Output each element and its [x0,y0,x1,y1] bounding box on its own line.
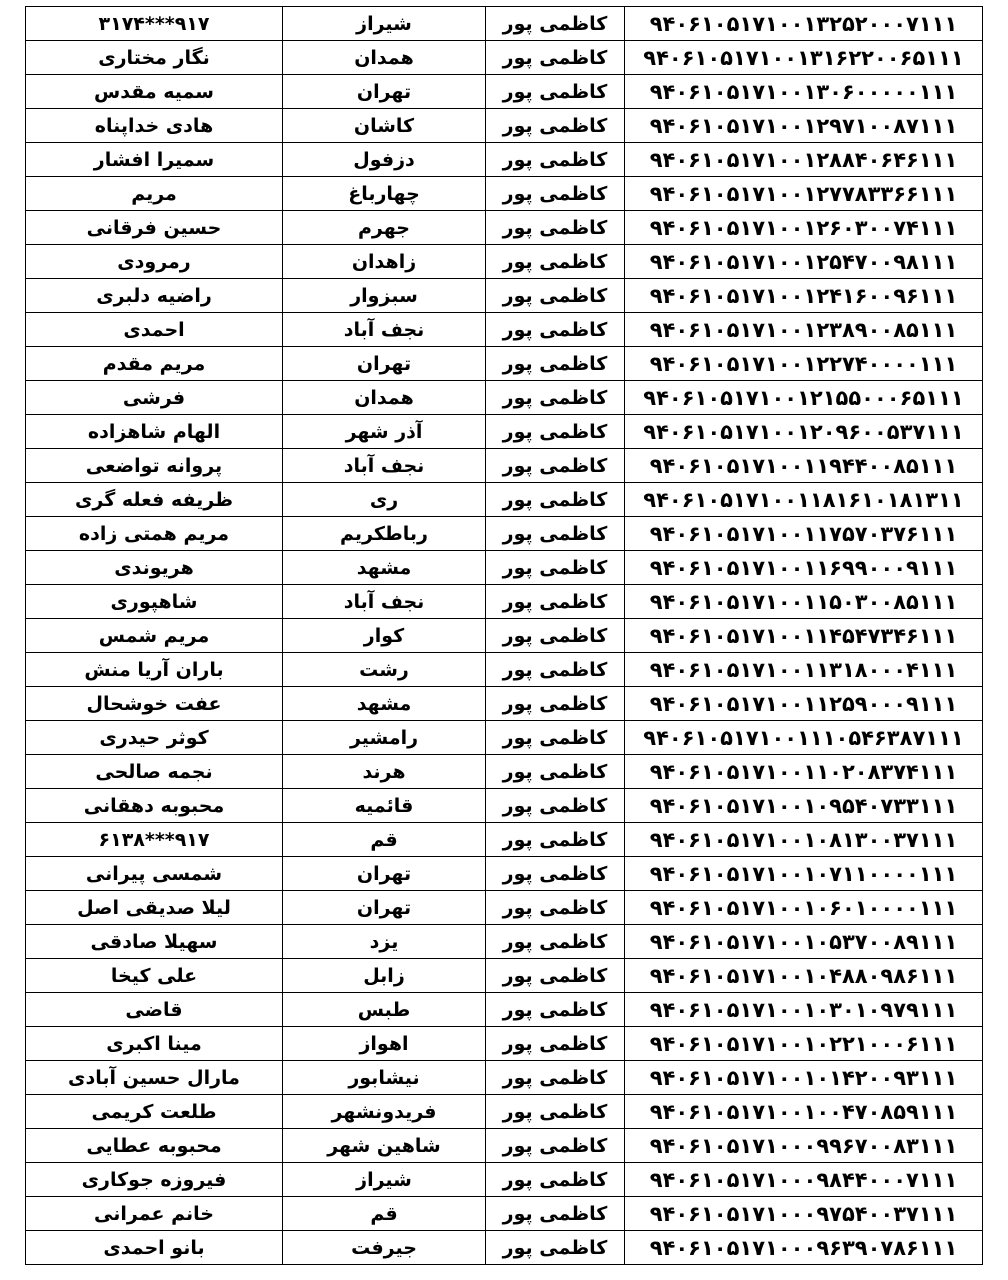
name-cell: پروانه تواضعی [26,449,283,483]
code-cell: ۹۴۰۶۱۰۵۱۷۱۰۰۱۲۹۷۱۰۰۸۷۱۱۱ [625,109,983,143]
agent-cell: کاظمی پور [486,1061,625,1095]
name-cell: سهیلا صادقی [26,925,283,959]
name-cell: محبوبه دهقانی [26,789,283,823]
table-row [26,41,983,75]
code-cell: ۹۴۰۶۱۰۵۱۷۱۰۰۱۳۰۶۰۰۰۰۰۱۱۱ [625,75,983,109]
name-cell: مریم مقدم [26,347,283,381]
agent-cell: کاظمی پور [486,1231,625,1265]
city-cell: اهواز [283,1027,486,1061]
city-cell: نیشابور [283,1061,486,1095]
name-cell: ۹۱۷***۳۱۷۴ [26,7,283,41]
city-cell: همدان [283,381,486,415]
name-cell: مریم همتی زاده [26,517,283,551]
agent-cell: کاظمی پور [486,585,625,619]
agent-cell: کاظمی پور [486,1197,625,1231]
name-cell: علی کیخا [26,959,283,993]
city-cell: زابل [283,959,486,993]
table-row [26,415,983,449]
agent-cell: کاظمی پور [486,483,625,517]
code-cell: ۹۴۰۶۱۰۵۱۷۱۰۰۱۱۲۵۹۰۰۰۹۱۱۱ [625,687,983,721]
city-cell: ری [283,483,486,517]
code-cell: ۹۴۰۶۱۰۵۱۷۱۰۰۰۹۹۶۷۰۰۸۳۱۱۱ [625,1129,983,1163]
agent-cell: کاظمی پور [486,755,625,789]
city-cell: هرند [283,755,486,789]
city-cell: یزد [283,925,486,959]
city-cell: شیراز [283,7,486,41]
table-row [26,1231,983,1265]
name-cell: سمیرا افشار [26,143,283,177]
name-cell: الهام شاهزاده [26,415,283,449]
table-row [26,1129,983,1163]
agent-cell: کاظمی پور [486,1163,625,1197]
city-cell: مشهد [283,687,486,721]
name-cell: مریم شمس [26,619,283,653]
city-cell: رشت [283,653,486,687]
code-cell: ۹۴۰۶۱۰۵۱۷۱۰۰۰۹۸۴۴۰۰۰۷۱۱۱ [625,1163,983,1197]
code-cell: ۹۴۰۶۱۰۵۱۷۱۰۰۱۰۵۳۷۰۰۸۹۱۱۱ [625,925,983,959]
city-cell: قم [283,823,486,857]
name-cell: فرشی [26,381,283,415]
name-cell: کوثر حیدری [26,721,283,755]
city-cell: رامشیر [283,721,486,755]
name-cell: طلعت کریمی [26,1095,283,1129]
table-row [26,347,983,381]
records-table-body [26,7,983,1265]
code-cell: ۹۴۰۶۱۰۵۱۷۱۰۰۱۰۸۱۳۰۰۳۷۱۱۱ [625,823,983,857]
city-cell: تهران [283,891,486,925]
code-cell: ۹۴۰۶۱۰۵۱۷۱۰۰۱۱۹۴۴۰۰۸۵۱۱۱ [625,449,983,483]
agent-cell: کاظمی پور [486,925,625,959]
agent-cell: کاظمی پور [486,347,625,381]
city-cell: کاشان [283,109,486,143]
table-row [26,891,983,925]
code-cell: ۹۴۰۶۱۰۵۱۷۱۰۰۱۲۵۴۷۰۰۹۸۱۱۱ [625,245,983,279]
city-cell: جهرم [283,211,486,245]
name-cell: ۹۱۷***۶۱۳۸ [26,823,283,857]
agent-cell: کاظمی پور [486,891,625,925]
agent-cell: کاظمی پور [486,653,625,687]
code-cell: ۹۴۰۶۱۰۵۱۷۱۰۰۱۰۹۵۴۰۷۳۳۱۱۱ [625,789,983,823]
table-row [26,551,983,585]
name-cell: باران آریا منش [26,653,283,687]
name-cell: بانو احمدی [26,1231,283,1265]
agent-cell: کاظمی پور [486,7,625,41]
agent-cell: کاظمی پور [486,789,625,823]
code-cell: ۹۴۰۶۱۰۵۱۷۱۰۰۱۰۳۰۱۰۹۷۹۱۱۱ [625,993,983,1027]
table-row [26,517,983,551]
name-cell: رمرودی [26,245,283,279]
table-row [26,1061,983,1095]
name-cell: عفت خوشحال [26,687,283,721]
table-row [26,789,983,823]
table-row [26,143,983,177]
agent-cell: کاظمی پور [486,517,625,551]
city-cell: تهران [283,75,486,109]
code-cell: ۹۴۰۶۱۰۵۱۷۱۰۰۱۳۲۵۲۰۰۰۷۱۱۱ [625,7,983,41]
table-row [26,823,983,857]
code-cell: ۹۴۰۶۱۰۵۱۷۱۰۰۱۲۳۸۹۰۰۸۵۱۱۱ [625,313,983,347]
code-cell: ۹۴۰۶۱۰۵۱۷۱۰۰۱۱۱۰۵۴۶۳۸۷۱۱۱ [625,721,983,755]
table-row [26,211,983,245]
code-cell: ۹۴۰۶۱۰۵۱۷۱۰۰۱۲۷۷۸۳۳۶۶۱۱۱ [625,177,983,211]
city-cell: همدان [283,41,486,75]
city-cell: فریدونشهر [283,1095,486,1129]
name-cell: قاضی [26,993,283,1027]
code-cell: ۹۴۰۶۱۰۵۱۷۱۰۰۰۹۶۳۹۰۷۸۶۱۱۱ [625,1231,983,1265]
name-cell: هریوندی [26,551,283,585]
code-cell: ۹۴۰۶۱۰۵۱۷۱۰۰۱۰۱۴۲۰۰۹۳۱۱۱ [625,1061,983,1095]
code-cell: ۹۴۰۶۱۰۵۱۷۱۰۰۱۰۲۲۱۰۰۰۶۱۱۱ [625,1027,983,1061]
code-cell: ۹۴۰۶۱۰۵۱۷۱۰۰۱۲۴۱۶۰۰۹۶۱۱۱ [625,279,983,313]
city-cell: آذر شهر [283,415,486,449]
agent-cell: کاظمی پور [486,143,625,177]
agent-cell: کاظمی پور [486,177,625,211]
city-cell: طبس [283,993,486,1027]
table-row [26,177,983,211]
name-cell: راضیه دلبری [26,279,283,313]
table-row [26,1027,983,1061]
table-row [26,1095,983,1129]
name-cell: شمسی پیرانی [26,857,283,891]
agent-cell: کاظمی پور [486,823,625,857]
name-cell: ظریفه فعله گری [26,483,283,517]
table-row [26,449,983,483]
code-cell: ۹۴۰۶۱۰۵۱۷۱۰۰۰۹۷۵۴۰۰۳۷۱۱۱ [625,1197,983,1231]
name-cell: نگار مختاری [26,41,283,75]
table-row [26,653,983,687]
city-cell: قائمیه [283,789,486,823]
agent-cell: کاظمی پور [486,721,625,755]
city-cell: نجف آباد [283,313,486,347]
records-sheet [25,6,983,1265]
agent-cell: کاظمی پور [486,41,625,75]
name-cell: هادی خداپناه [26,109,283,143]
table-row [26,925,983,959]
code-cell: ۹۴۰۶۱۰۵۱۷۱۰۰۱۱۳۱۸۰۰۰۴۱۱۱ [625,653,983,687]
table-row [26,109,983,143]
code-cell: ۹۴۰۶۱۰۵۱۷۱۰۰۱۲۲۷۴۰۰۰۰۱۱۱ [625,347,983,381]
code-cell: ۹۴۰۶۱۰۵۱۷۱۰۰۱۰۴۸۸۰۹۸۶۱۱۱ [625,959,983,993]
code-cell: ۹۴۰۶۱۰۵۱۷۱۰۰۱۳۱۶۲۲۰۰۶۵۱۱۱ [625,41,983,75]
table-row [26,313,983,347]
table-row [26,721,983,755]
agent-cell: کاظمی پور [486,313,625,347]
agent-cell: کاظمی پور [486,1027,625,1061]
name-cell: سمیه مقدس [26,75,283,109]
city-cell: تهران [283,857,486,891]
code-cell: ۹۴۰۶۱۰۵۱۷۱۰۰۱۱۵۰۳۰۰۸۵۱۱۱ [625,585,983,619]
city-cell: چهارباغ [283,177,486,211]
agent-cell: کاظمی پور [486,415,625,449]
city-cell: جیرفت [283,1231,486,1265]
name-cell: حسین فرقانی [26,211,283,245]
city-cell: زاهدان [283,245,486,279]
agent-cell: کاظمی پور [486,109,625,143]
agent-cell: کاظمی پور [486,959,625,993]
agent-cell: کاظمی پور [486,857,625,891]
code-cell: ۹۴۰۶۱۰۵۱۷۱۰۰۱۲۰۹۶۰۰۵۳۷۱۱۱ [625,415,983,449]
code-cell: ۹۴۰۶۱۰۵۱۷۱۰۰۱۰۰۴۷۰۸۵۹۱۱۱ [625,1095,983,1129]
agent-cell: کاظمی پور [486,245,625,279]
agent-cell: کاظمی پور [486,1095,625,1129]
table-row [26,959,983,993]
code-cell: ۹۴۰۶۱۰۵۱۷۱۰۰۱۱۸۱۶۱۰۱۸۱۳۱۱ [625,483,983,517]
name-cell: مارال حسین آبادی [26,1061,283,1095]
table-row [26,619,983,653]
name-cell: مریم [26,177,283,211]
table-row [26,687,983,721]
agent-cell: کاظمی پور [486,449,625,483]
agent-cell: کاظمی پور [486,551,625,585]
city-cell: کوار [283,619,486,653]
city-cell: قم [283,1197,486,1231]
table-row [26,7,983,41]
code-cell: ۹۴۰۶۱۰۵۱۷۱۰۰۱۲۱۵۵۰۰۰۶۵۱۱۱ [625,381,983,415]
table-row [26,857,983,891]
name-cell: احمدی [26,313,283,347]
name-cell: مینا اکبری [26,1027,283,1061]
city-cell: رباطکریم [283,517,486,551]
code-cell: ۹۴۰۶۱۰۵۱۷۱۰۰۱۰۶۰۱۰۰۰۰۱۱۱ [625,891,983,925]
table-row [26,245,983,279]
agent-cell: کاظمی پور [486,381,625,415]
city-cell: مشهد [283,551,486,585]
code-cell: ۹۴۰۶۱۰۵۱۷۱۰۰۱۲۶۰۳۰۰۷۴۱۱۱ [625,211,983,245]
agent-cell: کاظمی پور [486,1129,625,1163]
table-row [26,75,983,109]
name-cell: فیروزه جوکاری [26,1163,283,1197]
agent-cell: کاظمی پور [486,211,625,245]
city-cell: نجف آباد [283,585,486,619]
agent-cell: کاظمی پور [486,619,625,653]
table-row [26,1197,983,1231]
table-row [26,381,983,415]
name-cell: خانم عمرانی [26,1197,283,1231]
city-cell: شاهین شهر [283,1129,486,1163]
records-table [25,6,983,1265]
agent-cell: کاظمی پور [486,687,625,721]
name-cell: نجمه صالحی [26,755,283,789]
table-row [26,1163,983,1197]
code-cell: ۹۴۰۶۱۰۵۱۷۱۰۰۱۱۶۹۹۰۰۰۹۱۱۱ [625,551,983,585]
table-row [26,993,983,1027]
city-cell: سبزوار [283,279,486,313]
name-cell: شاهپوری [26,585,283,619]
table-row [26,585,983,619]
name-cell: لیلا صدیقی اصل [26,891,283,925]
city-cell: تهران [283,347,486,381]
agent-cell: کاظمی پور [486,75,625,109]
code-cell: ۹۴۰۶۱۰۵۱۷۱۰۰۱۱۷۵۷۰۳۷۶۱۱۱ [625,517,983,551]
code-cell: ۹۴۰۶۱۰۵۱۷۱۰۰۱۱۰۲۰۸۳۷۴۱۱۱ [625,755,983,789]
code-cell: ۹۴۰۶۱۰۵۱۷۱۰۰۱۲۸۸۴۰۶۴۶۱۱۱ [625,143,983,177]
code-cell: ۹۴۰۶۱۰۵۱۷۱۰۰۱۰۷۱۱۰۰۰۰۱۱۱ [625,857,983,891]
agent-cell: کاظمی پور [486,279,625,313]
code-cell: ۹۴۰۶۱۰۵۱۷۱۰۰۱۱۴۵۴۷۳۴۶۱۱۱ [625,619,983,653]
agent-cell: کاظمی پور [486,993,625,1027]
city-cell: دزفول [283,143,486,177]
table-row [26,483,983,517]
city-cell: نجف آباد [283,449,486,483]
table-row [26,755,983,789]
table-row [26,279,983,313]
city-cell: شیراز [283,1163,486,1197]
name-cell: محبوبه عطایی [26,1129,283,1163]
